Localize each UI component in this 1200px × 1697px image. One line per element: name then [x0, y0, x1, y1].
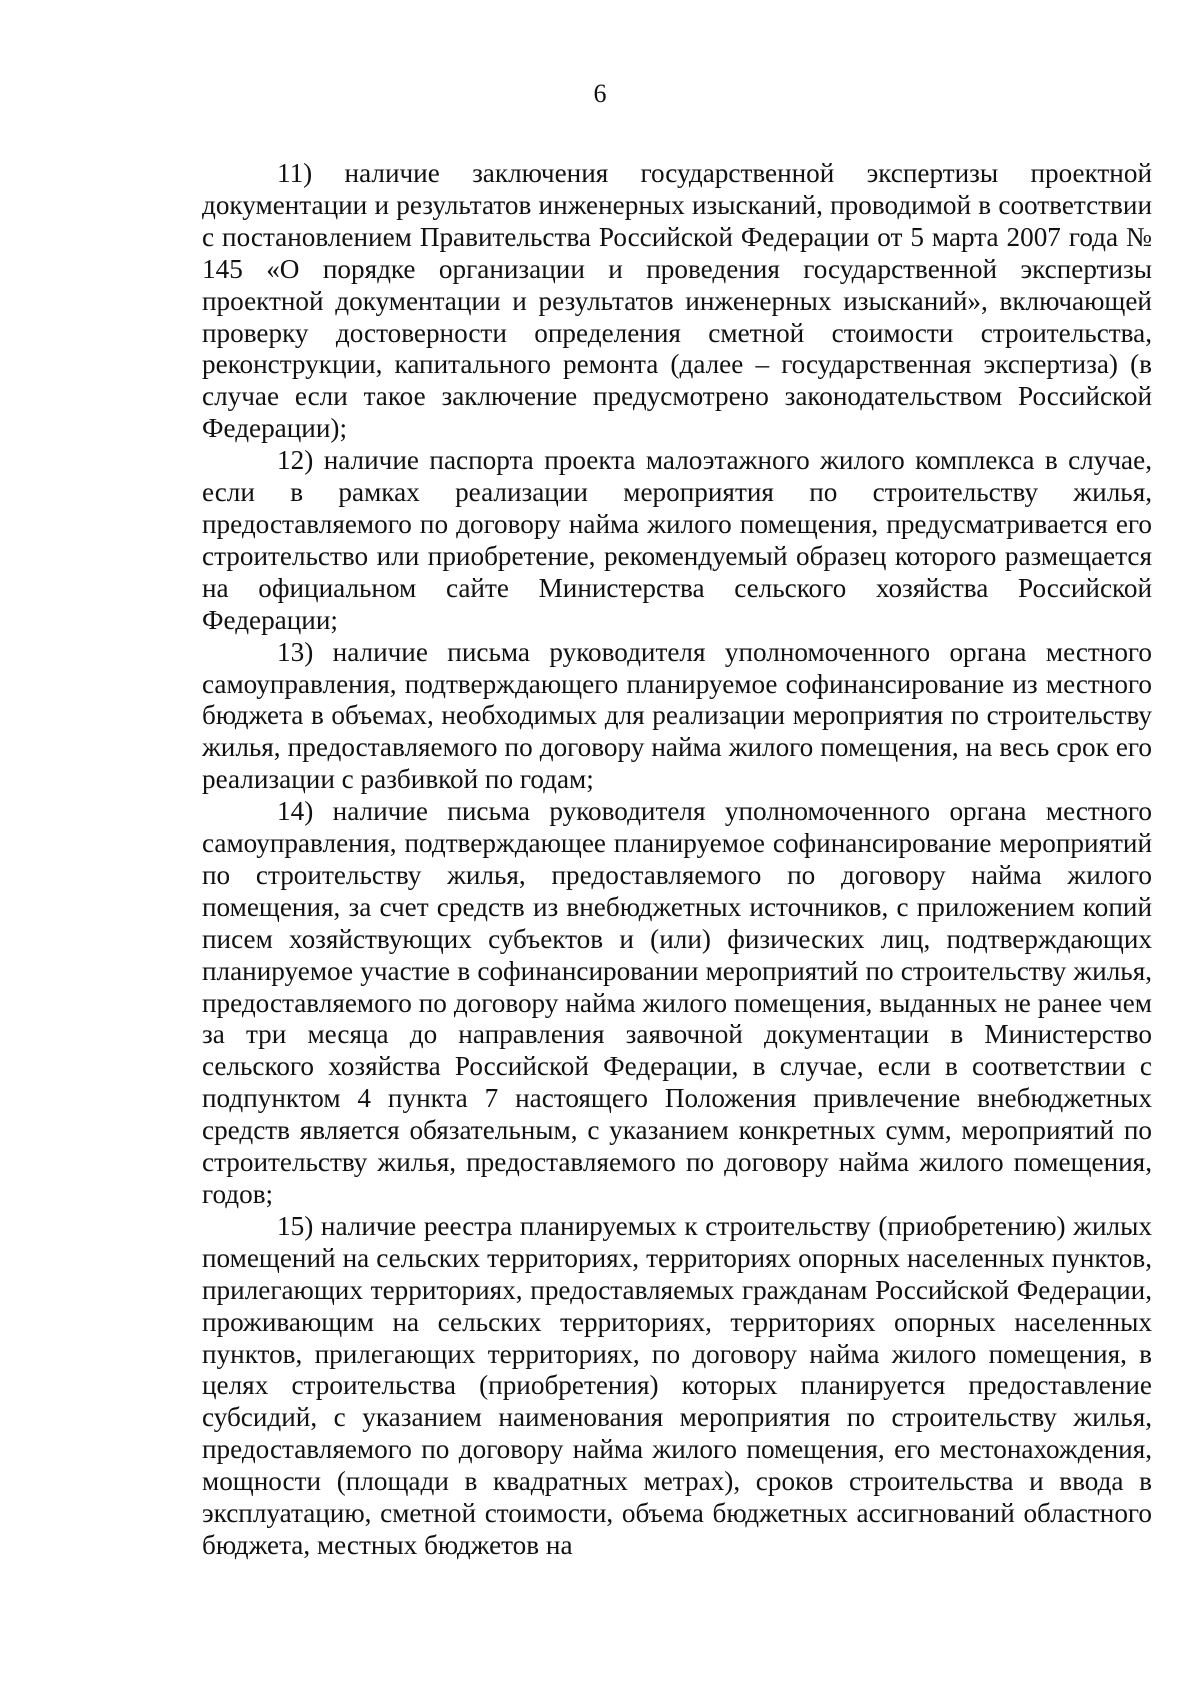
paragraph-item-14: 14) наличие письма руководителя уполномоченного органа местного самоуправления, подтверждающее планируемое софинансирование мероприятий по строительству жилья, предоставляемого по договору найма жилого помещения, за счет средств из внебюджетных источников, с приложением копий писем хозяйствующих субъектов и (или) физических лиц, подтверждающих планируемое участие в софинансировании мероприятий по строительству жилья, предоставляемого по договору найма жилого помещения, выданных не ранее чем за три месяца до направления заявочной документации в Министерство сельского хозяйства Российской Федерации, в случае, если в соответствии с подпунктом 4 пункта 7 настоящего Положения привлечение внебюджетных средств является обязательным, с указанием конкретных сумм, мероприятий по строительству жилья, предоставляемого по договору найма жилого помещения, годов;: [202, 796, 1152, 1209]
document-body: [202, 158, 1152, 1562]
paragraph-item-11: 11) наличие заключения государственной экспертизы проектной документации и результатов инженерных изысканий, проводимой в соответствии с постановлением Правительства Российской Федерации от 5 марта 2007 года № 145 «О порядке организации и проведения государственной экспертизы проектной документации и результатов инженерных изысканий», включающей проверку достоверности определения сметной стоимости строительства, реконструкции, капитального ремонта (далее – государственная экспертиза) (в случае если такое заключение предусмотрено законодательством Российской Федерации);: [202, 158, 1152, 444]
page-number: 6: [593, 79, 607, 108]
paragraph-item-15: 15) наличие реестра планируемых к строительству (приобретению) жилых помещений на сельских территориях, территориях опорных населенных пунктов, прилегающих территориях, предоставляемых гражданам Российской Федерации, проживающим на сельских территориях, территориях опорных населенных пунктов, прилегающих территориях, по договору найма жилого помещения, в целях строительства (приобретения) которых планируется предоставление субсидий, с указанием наименования мероприятия по строительству жилья, предоставляемого по договору найма жилого помещения, его местонахождения, мощности (площади в квадратных метрах), сроков строительства и ввода в эксплуатацию, сметной стоимости, объема бюджетных ассигнований областного бюджета, местных бюджетов на: [202, 1210, 1152, 1560]
paragraph-item-13: 13) наличие письма руководителя уполномоченного органа местного самоуправления, подтверждающего планируемое софинансирование из местного бюджета в объемах, необходимых для реализации мероприятия по строительству жилья, предоставляемого по договору найма жилого помещения, на весь срок его реализации с разбивкой по годам;: [202, 636, 1152, 795]
paragraph-item-12: 12) наличие паспорта проекта малоэтажного жилого комплекса в случае, если в рамках реализации мероприятия по строительству жилья, предоставляемого по договору найма жилого помещения, предусматривается его строительство или приобретение, рекомендуемый образец которого размещается на официальном сайте Министерства сельского хозяйства Российской Федерации;: [202, 445, 1152, 635]
